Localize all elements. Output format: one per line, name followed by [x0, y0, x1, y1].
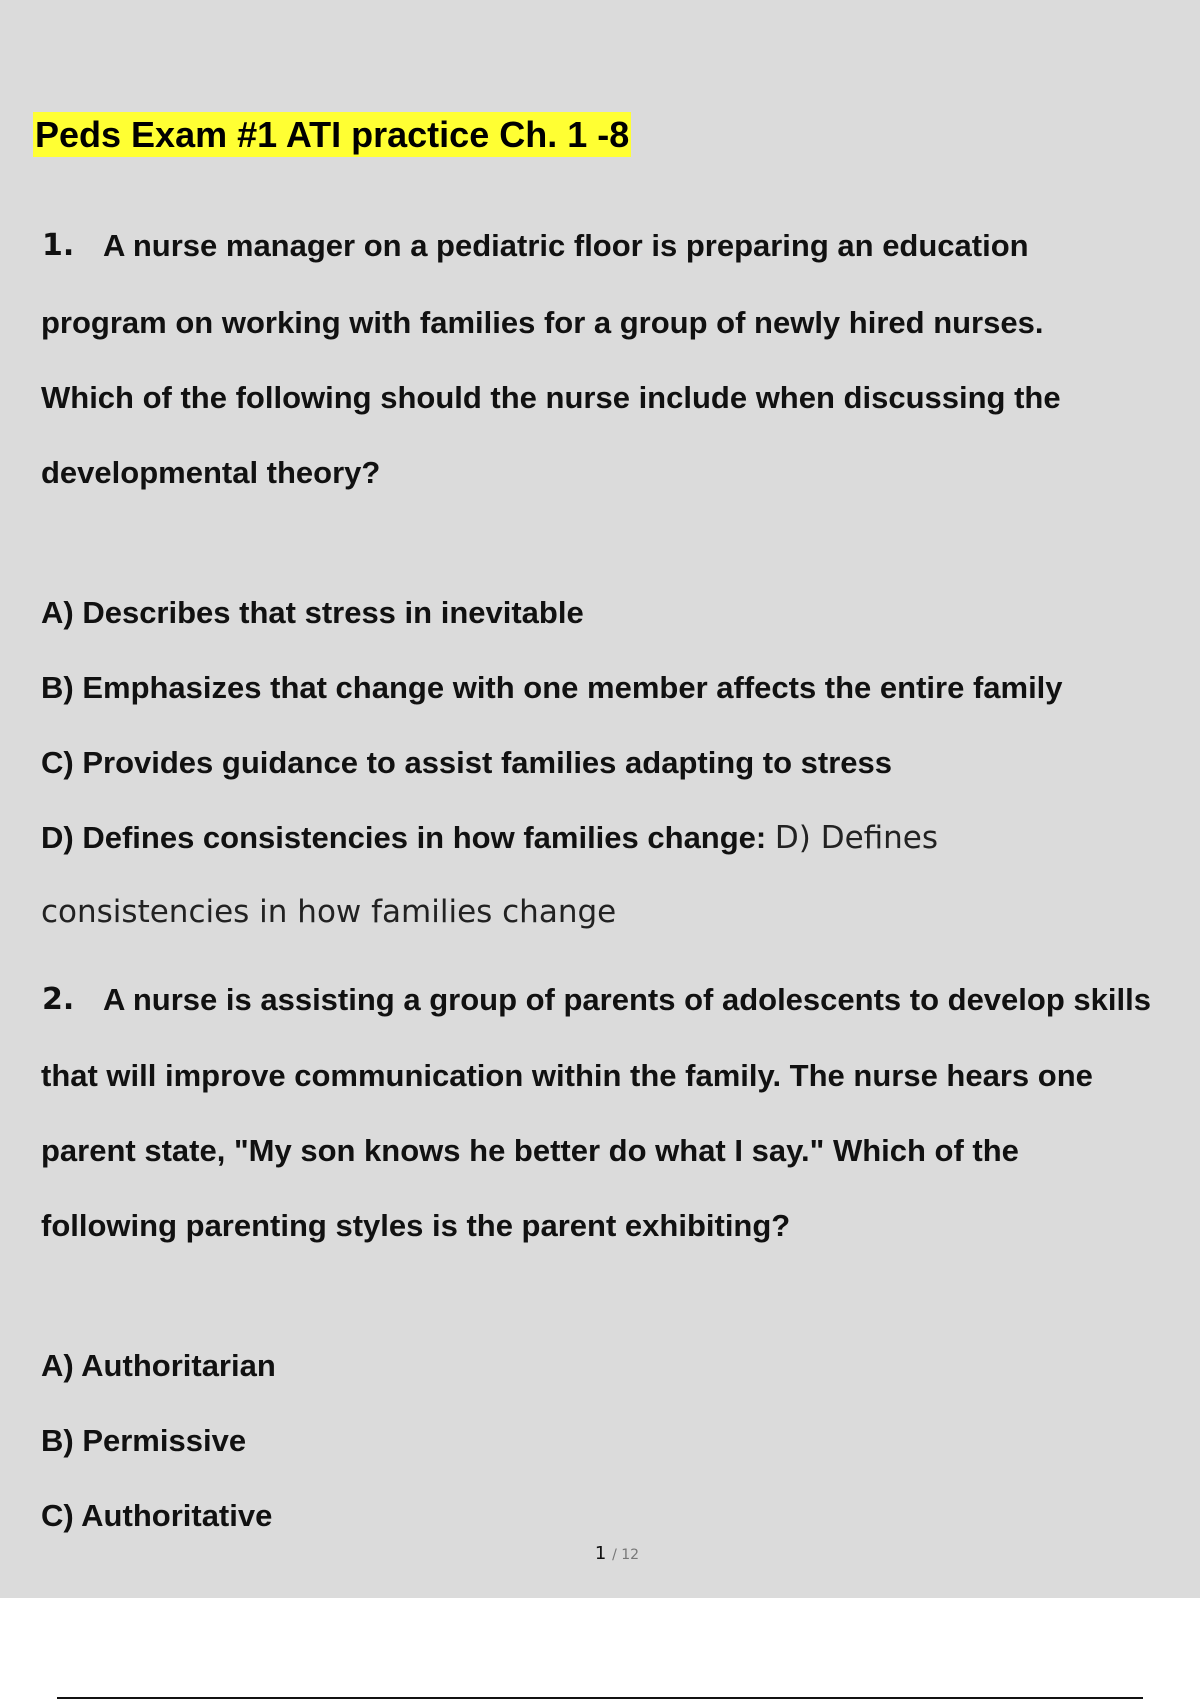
- question-1-option-c: C) Provides guidance to assist families adapting to stress: [41, 745, 893, 780]
- question-1-stem-line-4: developmental theory?: [41, 455, 381, 490]
- question-1-option-b: B) Emphasizes that change with one member affects the entire family: [41, 670, 1063, 705]
- question-2-option-a: A) Authoritarian: [41, 1348, 276, 1383]
- question-2-stem-line-2: that will improve communication within the family. The nurse hears one: [41, 1058, 1093, 1093]
- question-2-option-b: B) Permissive: [41, 1423, 247, 1458]
- question-2-option-c: C) Authoritative: [41, 1498, 273, 1533]
- document-title: Peds Exam #1 ATI practice Ch. 1 -8: [35, 114, 630, 155]
- question-1-answer-continuation: consistencies in how families change: [41, 894, 617, 930]
- next-page-top-rule: [57, 1697, 1143, 1699]
- question-1-option-d-label: D) Defines consistencies in how families change:: [41, 820, 767, 855]
- question-1-option-d: [41, 820, 938, 856]
- question-1-answer-inline: D) Defines: [774, 820, 939, 856]
- question-2-number: 2.: [42, 982, 75, 1017]
- question-2-stem-line-3: parent state, "My son knows he better do what I say." Which of the: [41, 1133, 1019, 1168]
- page-counter-total: / 12: [612, 1547, 640, 1563]
- question-2-stem-line-1: A nurse is assisting a group of parents of adolescents to develop skills: [103, 982, 1151, 1017]
- page-counter-current: 1: [594, 1543, 607, 1564]
- question-1-option-a: A) Describes that stress in inevitable: [41, 595, 584, 630]
- question-1-stem-line-1: A nurse manager on a pediatric floor is preparing an education: [103, 228, 1029, 263]
- question-1-stem-line-3: Which of the following should the nurse include when discussing the: [41, 380, 1061, 415]
- question-1-number: 1.: [42, 228, 75, 263]
- question-2-stem-line-4: following parenting styles is the parent exhibiting?: [41, 1208, 791, 1243]
- question-1-stem-line-2: program on working with families for a group of newly hired nurses.: [41, 305, 1044, 340]
- page-counter: [0, 1543, 1200, 1564]
